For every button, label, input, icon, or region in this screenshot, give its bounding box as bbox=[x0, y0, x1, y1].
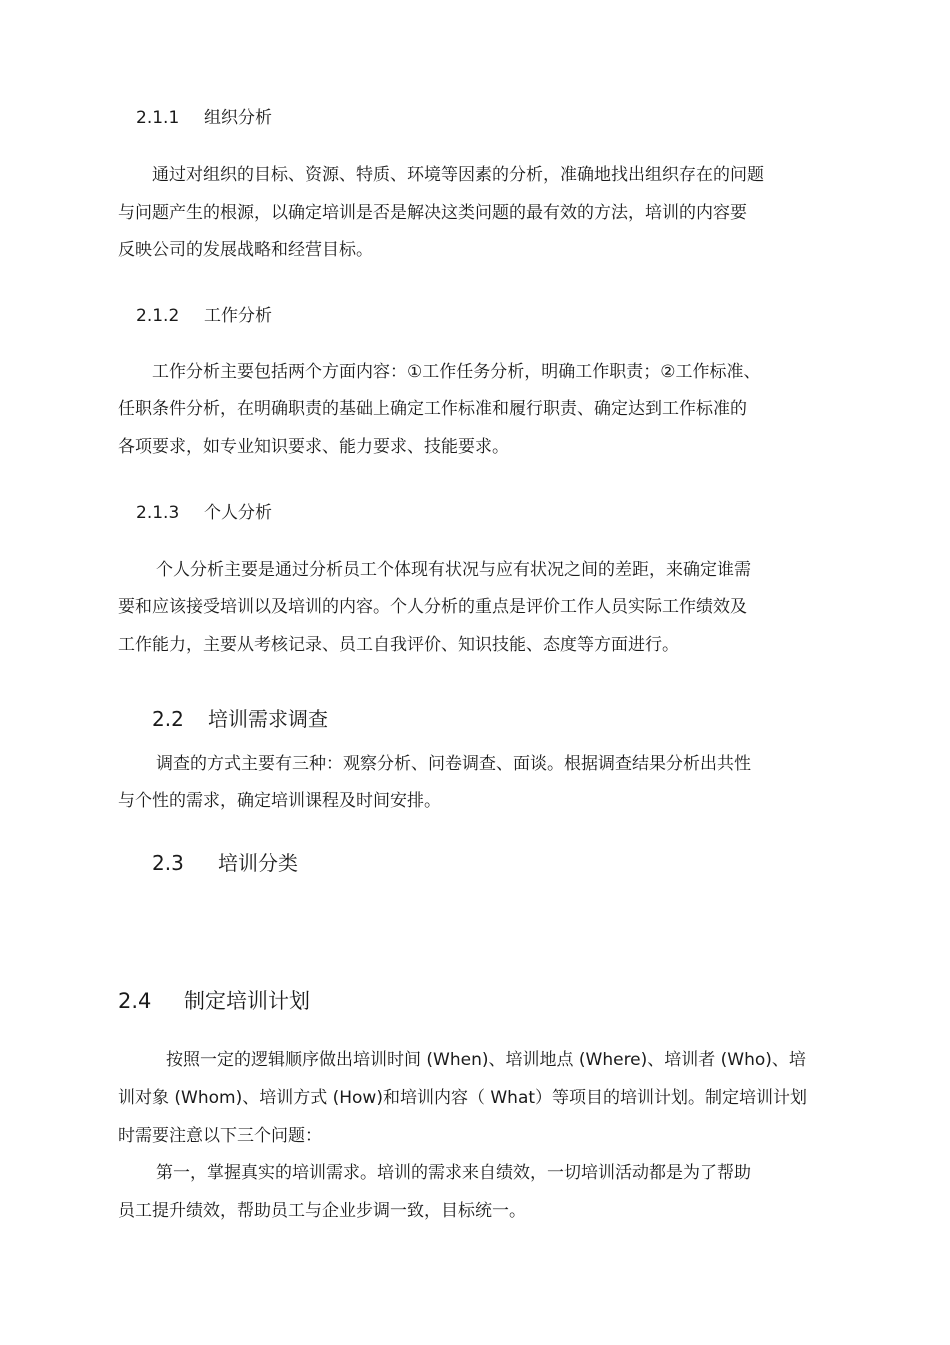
paragraph-line: 训对象 (Whom)、培训方式 (How)和培训内容（ What）等项目的培训计划。制定培训计划 bbox=[118, 1088, 808, 1108]
paragraph-line: 第一，掌握真实的培训需求。培训的需求来自绩效，一切培训活动都是为了帮助 bbox=[156, 1163, 751, 1183]
heading-2-2 bbox=[152, 703, 328, 732]
section-title: 培训分类 bbox=[218, 851, 298, 875]
heading-2-3 bbox=[152, 847, 298, 876]
paragraph-line: 各项要求，如专业知识要求、能力要求、技能要求。 bbox=[118, 437, 509, 457]
heading-2-1-1 bbox=[136, 103, 272, 128]
paragraph-line: 任职条件分析，在明确职责的基础上确定工作标准和履行职责、确定达到工作标准的 bbox=[118, 399, 747, 419]
paragraph-line: 员工提升绩效，帮助员工与企业步调一致，目标统一。 bbox=[118, 1201, 526, 1221]
heading-2-1-2 bbox=[136, 301, 272, 326]
section-title: 制定培训计划 bbox=[184, 989, 310, 1013]
paragraph-line: 时需要注意以下三个问题： bbox=[118, 1126, 322, 1146]
section-number: 2.1.3 bbox=[136, 503, 180, 523]
section-number: 2.1.1 bbox=[136, 108, 180, 128]
section-title: 工作分析 bbox=[204, 306, 272, 326]
heading-2-1-3 bbox=[136, 498, 272, 523]
paragraph-line: 个人分析主要是通过分析员工个体现有状况与应有状况之间的差距，来确定谁需 bbox=[156, 560, 751, 580]
heading-2-4 bbox=[118, 985, 310, 1015]
paragraph-line: 调查的方式主要有三种：观察分析、问卷调查、面谈。根据调查结果分析出共性 bbox=[156, 754, 751, 774]
paragraph-line: 工作分析主要包括两个方面内容：①工作任务分析，明确工作职责；②工作标准、 bbox=[152, 362, 761, 382]
paragraph-line: 要和应该接受培训以及培训的内容。个人分析的重点是评价工作人员实际工作绩效及 bbox=[118, 597, 747, 617]
section-number: 2.1.2 bbox=[136, 306, 180, 326]
paragraph-line: 反映公司的发展战略和经营目标。 bbox=[118, 240, 373, 260]
paragraph-line: 通过对组织的目标、资源、特质、环境等因素的分析，准确地找出组织存在的问题 bbox=[152, 165, 764, 185]
section-title: 培训需求调查 bbox=[208, 707, 328, 731]
section-title: 个人分析 bbox=[204, 503, 272, 523]
section-title: 组织分析 bbox=[204, 108, 272, 128]
section-number: 2.4 bbox=[118, 989, 152, 1013]
paragraph-line: 与问题产生的根源，以确定培训是否是解决这类问题的最有效的方法，培训的内容要 bbox=[118, 203, 747, 223]
paragraph-line: 按照一定的逻辑顺序做出培训时间 (When)、培训地点 (Where)、培训者 (Who)、培 bbox=[166, 1050, 806, 1070]
paragraph-line: 工作能力，主要从考核记录、员工自我评价、知识技能、态度等方面进行。 bbox=[118, 635, 679, 655]
paragraph-line: 与个性的需求，确定培训课程及时间安排。 bbox=[118, 791, 441, 811]
section-number: 2.2 bbox=[152, 707, 184, 731]
section-number: 2.3 bbox=[152, 851, 184, 875]
